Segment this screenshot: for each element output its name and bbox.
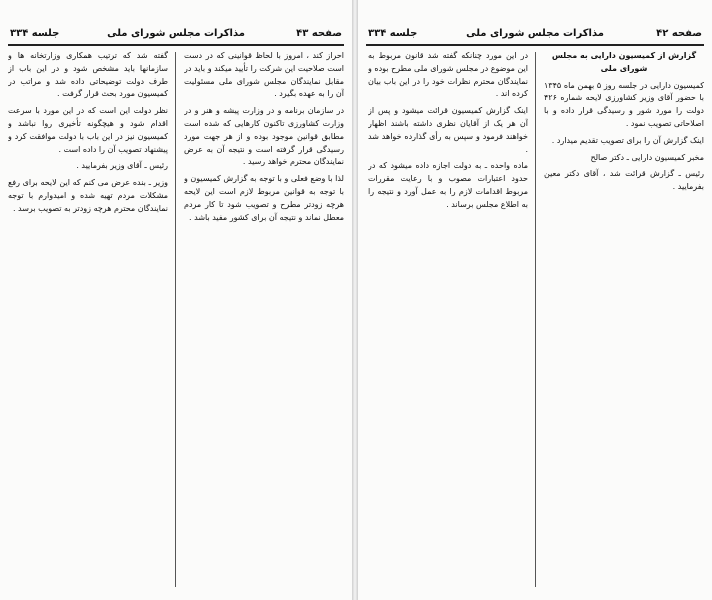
left-page-column-left xyxy=(8,50,168,590)
left-page-title: مذاکرات مجلس شورای ملی xyxy=(107,28,245,39)
right-page-column-left xyxy=(368,50,528,590)
paragraph: ماده واحده ـ به دولت اجازه داده میشود که در حدود اعتبارات مصوب و با رعایت مقررات مربوط اقدامات لازم را به عمل آورد و نتیجه را به اطلاع مجلس برساند . xyxy=(368,161,528,209)
left-session-number: جلسه ۳۳۴ xyxy=(10,28,60,39)
paragraph: وزیر ـ بنده عرض می کنم که این لایحه برای رفع مشکلات مردم تهیه شده و امیدوارم با توجه نمایندگان محترم هرچه زودتر به تصویب برسد . xyxy=(8,178,168,213)
right-page-number: صفحه ۴۲ xyxy=(656,28,702,39)
column-divider xyxy=(175,52,176,587)
left-page-column-right xyxy=(184,50,344,590)
paragraph: مخبر کمیسیون دارایی ـ دکتر صالح xyxy=(590,152,704,162)
report-heading: گزارش از کمیسیون دارایی به مجلس شورای ملی xyxy=(551,51,697,73)
paragraph: گفته شد که ترتیب همکاری وزارتخانه ها و سازمانها باید مشخص شود و در این باب از طرف دولت توضیحاتی داده شد و مراتب در کمیسیون مورد بحث قرار گرفت . xyxy=(8,51,168,99)
right-session-number: جلسه ۳۳۴ xyxy=(368,28,418,39)
paragraph: اینک گزارش کمیسیون قرائت میشود و پس از آن هر یک از آقایان نظری داشته باشند اظهار خواهند فرمود و سپس به رأی گذارده خواهد شد . xyxy=(368,106,528,154)
paragraph: کمیسیون دارایی در جلسه روز ۵ بهمن ماه ۱۳۴۵ با حضور آقای وزیر کشاورزی لایحه شماره ۴۲۶ دولت را مورد شور و رسیدگی قرار داده و با اصلاحاتی تصویب نمود . xyxy=(544,80,704,128)
paragraph: رئیس ـ آقای وزیر بفرمایید . xyxy=(76,161,168,171)
paragraph: اینک گزارش آن را برای تصویب تقدیم میدارد . xyxy=(551,135,704,145)
right-page xyxy=(358,0,712,600)
right-page-header xyxy=(366,26,704,46)
paragraph: احراز کند ، امروز با لحاظ قوانینی که در دست است صلاحیت این شرکت را تأیید میکند و باید در مقابل نمایندگان مجلس شورای ملی مسئولیت آن را به عهده بگیرد . xyxy=(184,51,344,99)
right-page-column-right xyxy=(544,50,704,590)
paragraph: در سازمان برنامه و در وزارت پیشه و هنر و در وزارت کشاورزی تاکنون کارهایی که شده است مطابق قوانین موجود بوده و از هر جهت مورد رسیدگی قرار گرفته است و نتیجه آن به عرض نمایندگان محترم خواهد رسید . xyxy=(184,106,344,167)
left-page-header xyxy=(8,26,344,46)
paragraph: لذا با وضع فعلی و با توجه به گزارش کمیسیون و با توجه به قوانین مربوط لازم است این لایحه هرچه زودتر مطرح و تصویب شود تا کار مردم معطل نماند و نتیجه آن برای کشور مفید باشد . xyxy=(184,174,344,222)
paragraph: در این مورد چنانکه گفته شد قانون مربوط به این موضوع در مجلس شورای ملی مطرح بوده و نمایندگان محترم نظرات خود را در این باب بیان کرده اند . xyxy=(368,51,528,99)
paragraph: نظر دولت این است که در این مورد با سرعت اقدام شود و هیچگونه تأخیری روا نباشد و کمیسیون نیز در این باب با دولت موافقت کرد و پیشنهاد تصویب آن را داده است . xyxy=(8,106,168,154)
paragraph: رئیس ـ گزارش قرائت شد ، آقای دکتر معین بفرمایید . xyxy=(544,169,704,192)
right-page-title: مذاکرات مجلس شورای ملی xyxy=(466,28,604,39)
left-page-number: صفحه ۴۳ xyxy=(296,28,342,39)
column-divider xyxy=(535,52,536,587)
left-page xyxy=(0,0,352,600)
